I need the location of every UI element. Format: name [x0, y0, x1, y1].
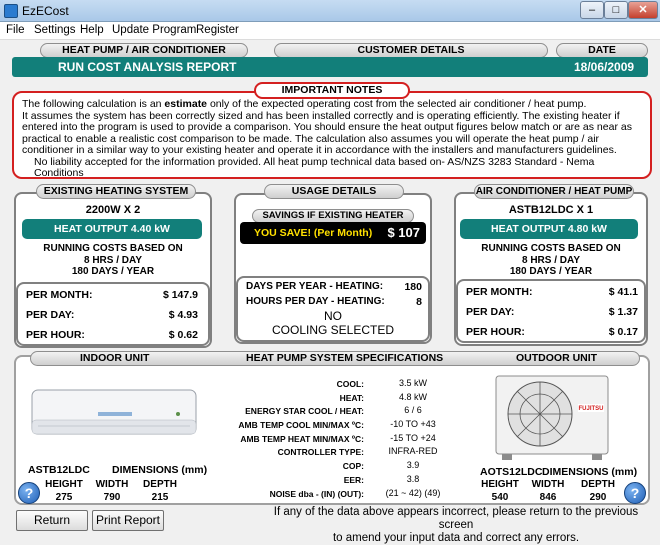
indoor-unit-label: INDOOR UNIT [80, 352, 150, 364]
title-bar [0, 0, 660, 22]
customer-details-pill: CUSTOMER DETAILS [274, 43, 548, 58]
indoor-model: ASTB12LDC [28, 464, 90, 476]
cooling-selected-label: COOLING SELECTED [271, 323, 395, 337]
days-per-year-label: DAYS PER YEAR - HEATING: [246, 281, 384, 292]
spec-energy-star-value: 6 / 6 [404, 405, 422, 415]
indoor-height-value: 275 [55, 492, 73, 503]
notes-line1-post: only of the expected operating cost from the selected air conditioner / heat pump. [207, 98, 587, 110]
existing-running-line3: 180 DAYS / YEAR [71, 266, 155, 277]
indoor-help-button[interactable]: ? [18, 482, 40, 504]
report-date: 18/06/2009 [574, 60, 635, 74]
aircon-running-line1: RUNNING COSTS BASED ON [481, 243, 621, 254]
notes-line1-pre: The following calculation is an [22, 98, 165, 110]
outdoor-width-label: WIDTH [531, 479, 565, 490]
spec-controller-label: CONTROLLER TYPE: [277, 447, 364, 457]
outdoor-height-label: HEIGHT [481, 479, 519, 490]
indoor-unit-image [28, 386, 200, 442]
maximize-button[interactable]: □ [604, 1, 628, 19]
outdoor-brand-logo: FUJITSU [578, 406, 604, 412]
aircon-per-month-value: $ 41.1 [608, 286, 638, 298]
hours-per-day-label: HOURS PER DAY - HEATING: [246, 296, 385, 307]
outdoor-height-value: 540 [491, 492, 509, 503]
savings-bar [240, 222, 426, 244]
footer-line-2: to amend your input data and correct any errors. [332, 532, 580, 544]
spec-amb-cool-value: -10 TO +43 [390, 419, 436, 429]
aircon-model: ASTB12LDC X 1 [508, 204, 594, 216]
spec-noise-label: NOISE dba - (IN) (OUT): [269, 489, 364, 499]
report-title: RUN COST ANALYSIS REPORT [58, 60, 237, 74]
spec-cop-label: COP: [342, 461, 364, 471]
savings-value: $ 107 [387, 225, 420, 240]
spec-cop-value: 3.9 [406, 460, 420, 470]
existing-heating-title: EXISTING HEATING SYSTEM [36, 184, 196, 199]
aircon-per-hour-value: $ 0.17 [608, 326, 638, 338]
outdoor-depth-label: DEPTH [581, 479, 615, 490]
days-per-year-value: 180 [404, 281, 422, 293]
existing-running-line1: RUNNING COSTS BASED ON [43, 243, 183, 254]
existing-per-month-value: $ 147.9 [162, 289, 198, 301]
menu-register[interactable]: Register [196, 24, 239, 36]
existing-per-hour-label: PER HOUR: [26, 329, 85, 341]
print-report-button[interactable]: Print Report [92, 510, 164, 531]
menu-help[interactable]: Help [80, 24, 104, 36]
notes-paragraph-3: No liability accepted for the information provided. All heat pump technical data based on- AS/NZS 3283 Standard - Nema Conditions [34, 155, 595, 179]
footer-line-1: If any of the data above appears incorrect, please return to the previous screen [273, 506, 639, 531]
no-label: NO [324, 309, 342, 323]
spec-energy-star-label: ENERGY STAR COOL / HEAT: [245, 406, 364, 416]
indoor-width-value: 790 [103, 492, 121, 503]
spec-controller-value: INFRA-RED [388, 446, 438, 456]
indoor-width-label: WIDTH [95, 479, 129, 490]
aircon-per-day-label: PER DAY: [466, 306, 515, 318]
spec-eer-value: 3.8 [406, 474, 420, 484]
aircon-running-line3: 180 DAYS / YEAR [509, 266, 593, 277]
existing-per-month-label: PER MONTH: [26, 289, 93, 301]
spec-eer-label: EER: [343, 475, 364, 485]
hours-per-day-value: 8 [416, 296, 422, 308]
aircon-heat-output: HEAT OUTPUT 4.80 kW [460, 219, 638, 239]
return-button[interactable]: Return [16, 510, 88, 531]
indoor-dimensions-label: DIMENSIONS (mm) [112, 464, 208, 476]
date-pill: DATE [556, 43, 648, 58]
aircon-per-day-value: $ 1.37 [608, 306, 638, 318]
aircon-running-line2: 8 HRS / DAY [522, 255, 580, 266]
footer-message [256, 506, 656, 545]
existing-model: 2200W X 2 [85, 204, 141, 216]
notes-paragraph-2: It assumes the system has been correctly sized and has been installed correctly and is operating efficiently. The existing heater if entered into the program is used to provide a comparison. You should ensure the heat output figures below match or are as near as practical to enable a realistic cost comparison to be made. The calculation also assumes you will operate the heat pump / air conditioner in a similar way to your existing heater and operate it in accordance with the installers and manufacturers guidelines. [22, 109, 632, 156]
spec-amb-cool-label: AMB TEMP COOL MIN/MAX ºC: [238, 420, 364, 430]
spec-noise-value: (21 ~ 42) (49) [385, 488, 441, 498]
usage-details-title: USAGE DETAILS [264, 184, 404, 199]
aircon-title: AIR CONDITIONER / HEAT PUMP [475, 186, 633, 197]
indoor-depth-label: DEPTH [143, 479, 177, 490]
close-button[interactable]: ✕ [628, 1, 658, 19]
existing-per-day-value: $ 4.93 [168, 309, 198, 321]
menu-bar [0, 22, 660, 40]
existing-per-hour-value: $ 0.62 [168, 329, 198, 341]
outdoor-model: AOTS12LDC [480, 466, 543, 478]
indoor-depth-value: 215 [151, 492, 169, 503]
menu-update-program[interactable]: Update Program [112, 24, 197, 36]
savings-label: SAVINGS IF EXISTING HEATER [252, 209, 414, 223]
aircon-per-hour-label: PER HOUR: [466, 326, 525, 338]
notes-line1-bold: estimate [164, 98, 208, 110]
indoor-height-label: HEIGHT [45, 479, 83, 490]
minimize-button[interactable]: – [580, 1, 604, 19]
window-title: EzECost [22, 4, 69, 18]
app-icon [4, 4, 18, 18]
spec-heat-label: HEAT: [339, 393, 364, 403]
heat-pump-header-pill: HEAT PUMP / AIR CONDITIONER [40, 43, 248, 58]
existing-heat-output: HEAT OUTPUT 4.40 kW [22, 219, 202, 239]
specifications-title: HEAT PUMP SYSTEM SPECIFICATIONS [246, 352, 444, 364]
spec-cool-label: COOL: [336, 379, 364, 389]
spec-amb-heat-label: AMB TEMP HEAT MIN/MAX ºC: [240, 434, 364, 444]
important-notes-text [22, 99, 646, 180]
you-save-label: YOU SAVE! (Per Month) [254, 227, 373, 239]
aircon-per-month-label: PER MONTH: [466, 286, 533, 298]
spec-cool-value: 3.5 kW [398, 378, 427, 388]
report-header-bar [12, 57, 648, 77]
outdoor-help-button[interactable]: ? [624, 482, 646, 504]
outdoor-width-value: 846 [539, 492, 557, 503]
outdoor-unit-image [494, 374, 610, 464]
existing-per-day-label: PER DAY: [26, 309, 75, 321]
spec-amb-heat-value: -15 TO +24 [390, 433, 436, 443]
outdoor-dimensions-label: DIMENSIONS (mm) [542, 466, 638, 478]
existing-running-line2: 8 HRS / DAY [84, 255, 142, 266]
menu-settings[interactable]: Settings [34, 24, 76, 36]
spec-heat-value: 4.8 kW [398, 392, 427, 402]
important-notes-title: IMPORTANT NOTES [254, 82, 410, 99]
outdoor-depth-value: 290 [589, 492, 607, 503]
outdoor-unit-label: OUTDOOR UNIT [516, 352, 598, 364]
menu-file[interactable]: File [6, 24, 25, 36]
